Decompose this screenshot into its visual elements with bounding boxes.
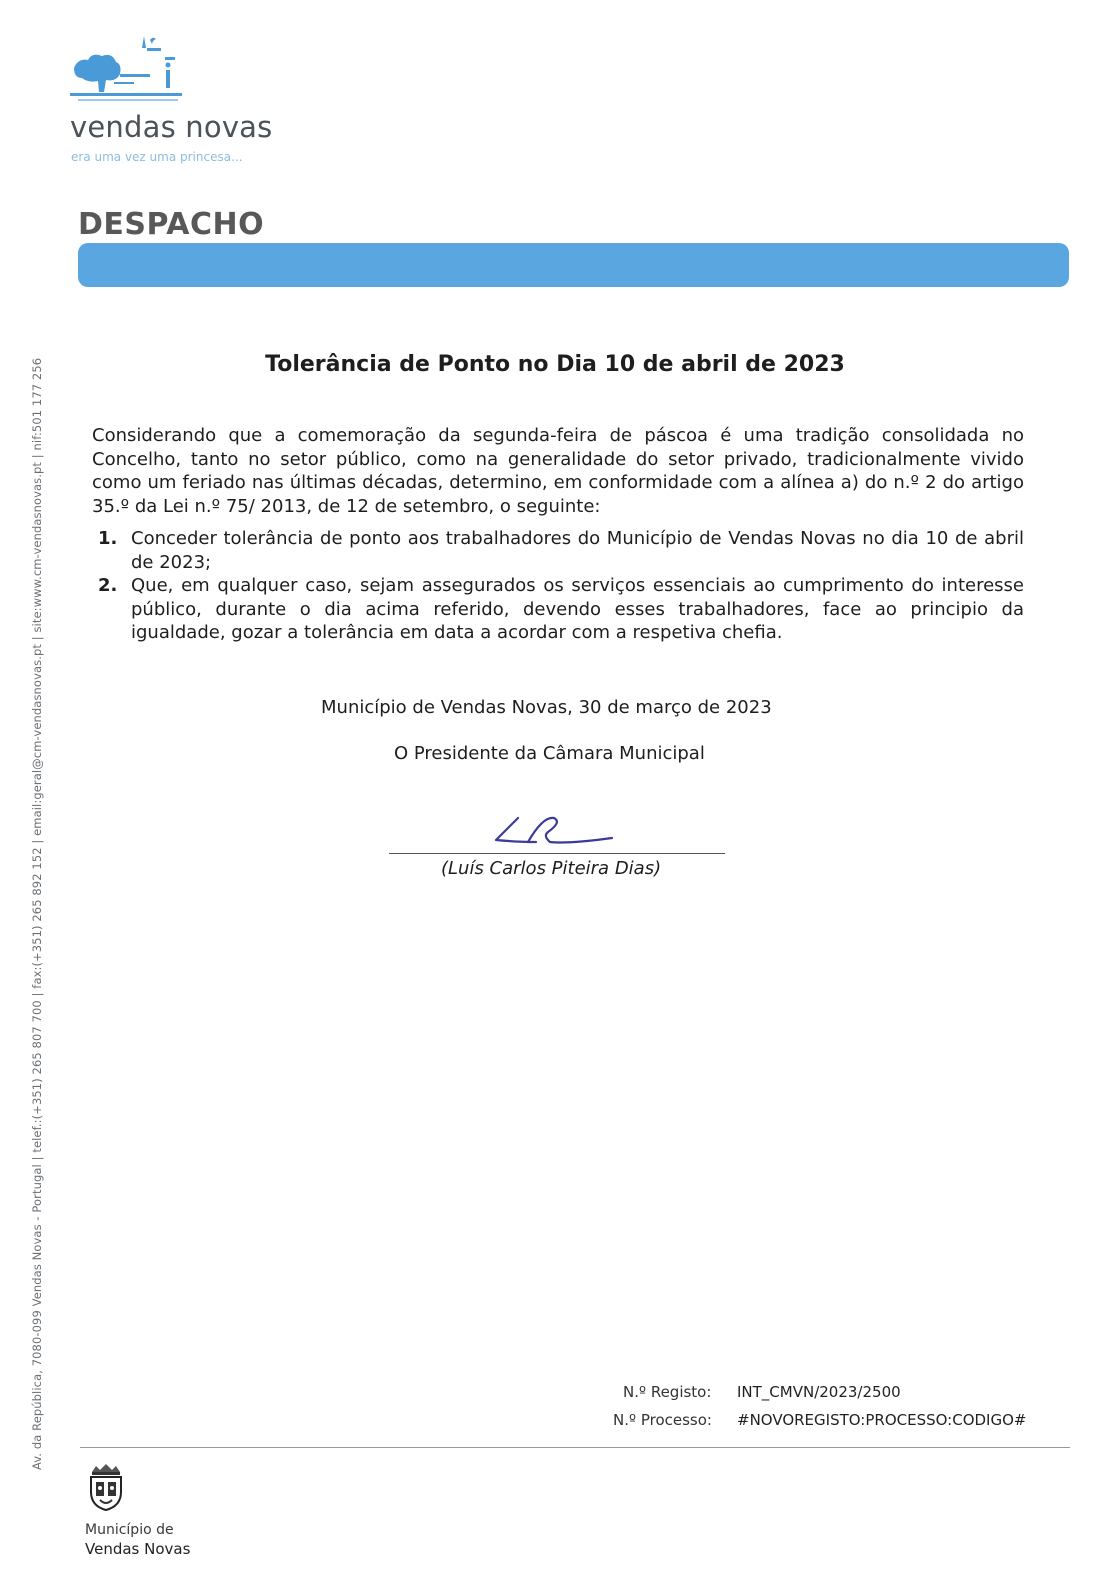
vendas-novas-logo [68, 30, 308, 170]
determination-list [98, 527, 1024, 645]
list-item-text: Conceder tolerância de ponto aos trabalhadores do Município de Vendas Novas no dia 10 de abril de 2023; [131, 528, 1024, 573]
header-blue-band [78, 243, 1069, 287]
signer-title: O Presidente da Câmara Municipal [394, 743, 705, 764]
side-contact-info: Av. da República, 7080-099 Vendas Novas - Portugal | telef.:(+351) 265 807 700 | fax:(+351) 265 892 152 | email:geral@cm-vendasnovas.pt | site:www.cm-vendasnovas.pt | nif:501 177 256 [30, 357, 44, 1470]
footer-municipality-line1: Município de [85, 1522, 174, 1538]
list-item [98, 527, 1024, 574]
list-item-number: 2. [98, 575, 118, 596]
document-title: Tolerância de Ponto no Dia 10 de abril de 2023 [265, 352, 845, 377]
handwritten-signature [488, 812, 618, 852]
list-item [98, 574, 1024, 645]
document-type-heading: DESPACHO [78, 207, 265, 242]
brand-tagline: era uma vez uma princesa... [71, 150, 243, 164]
intro-paragraph: Considerando que a comemoração da segunda-feira de páscoa é uma tradição consolidada no Concelho, tanto no setor público, como na generalidade do setor privado, tradicionalmente vivido como um feriado nas últimas décadas, determino, em conformidade com a alínea a) do n.º 2 do artigo 35.º da Lei n.º 75/ 2013, de 12 de setembro, o seguinte: [92, 425, 1024, 517]
footer-municipality-line2: Vendas Novas [85, 1540, 191, 1558]
list-item-number: 1. [98, 528, 118, 549]
registo-value: INT_CMVN/2023/2500 [737, 1383, 901, 1401]
list-item-text: Que, em qualquer caso, sejam assegurados os serviços essenciais ao cumprimento do interesse público, durante o dia acima referido, devendo esses trabalhadores, face ao principio da igualdade, gozar a tolerância em data a acordar com a respetiva chefia. [131, 575, 1024, 643]
signer-name: (Luís Carlos Piteira Dias) [441, 858, 662, 879]
processo-value: #NOVOREGISTO:PROCESSO:CODIGO# [737, 1411, 1027, 1429]
registo-label: N.º Registo: [623, 1383, 712, 1401]
processo-label: N.º Processo: [613, 1411, 712, 1429]
brand-name: vendas novas [70, 110, 273, 144]
municipal-coat-of-arms-icon [86, 1462, 126, 1512]
castle-tree-water-logo-icon [68, 30, 188, 105]
signature-line [389, 853, 725, 854]
place-and-date: Município de Vendas Novas, 30 de março de 2023 [321, 697, 772, 718]
footer-divider [80, 1447, 1070, 1448]
